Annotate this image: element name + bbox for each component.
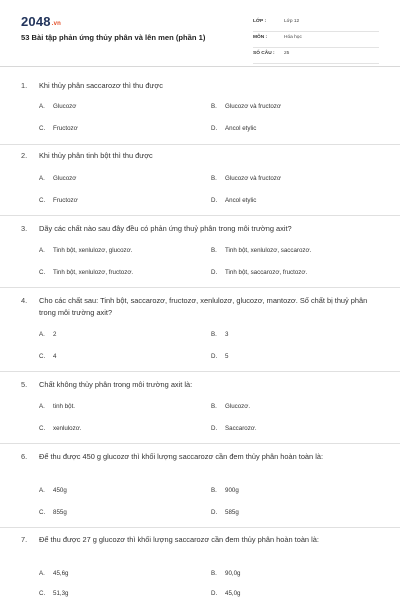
option-text: Ancol etylic [225, 197, 257, 204]
question-text: Để thu được 27 g glucozơ thì khối lượng saccarozơ cần đem thủy phân hoàn toàn là: [39, 535, 319, 544]
question-divider [0, 215, 400, 216]
answer-option[interactable] [211, 247, 311, 254]
question-number: 2. [21, 151, 28, 160]
option-letter: B. [211, 247, 217, 254]
option-text: 900g [225, 487, 239, 494]
question-text: Chất không thủy phân trong môi trường axit là: [39, 380, 193, 389]
option-text: 45,6g [53, 570, 69, 577]
answer-option[interactable] [39, 403, 75, 410]
option-text: Saccarozơ. [225, 425, 257, 432]
answer-option[interactable] [39, 197, 78, 204]
answer-option[interactable] [39, 331, 56, 338]
question-number: 7. [21, 535, 28, 544]
answer-option[interactable] [39, 125, 78, 132]
question-text: Khi thủy phân tinh bột thì thu được [39, 151, 153, 160]
meta-label: LỚP : [253, 19, 267, 24]
option-text: 4 [53, 353, 57, 360]
option-letter: D. [211, 353, 218, 360]
answer-option[interactable] [211, 353, 228, 360]
option-text: 5 [225, 353, 229, 360]
logo-suffix-text: .vn [51, 21, 62, 27]
option-text: Glucozơ [53, 175, 77, 182]
answer-option[interactable] [211, 509, 239, 516]
meta-row-question-count [253, 48, 379, 64]
answer-option[interactable] [211, 570, 240, 577]
option-text: Tinh bột, xenlulozơ, glucozơ. [53, 247, 133, 254]
option-letter: C. [39, 269, 46, 276]
answer-option[interactable] [39, 247, 132, 254]
answer-option[interactable] [39, 425, 81, 432]
option-letter: A. [39, 331, 45, 338]
option-letter: B. [211, 331, 217, 338]
meta-row-subject [253, 32, 379, 48]
answer-option[interactable] [211, 175, 281, 182]
option-letter: A. [39, 103, 45, 110]
option-letter: D. [211, 509, 218, 516]
question-number: 5. [21, 380, 28, 389]
option-letter: C. [39, 197, 46, 204]
question-divider [0, 287, 400, 288]
question-number: 6. [21, 452, 28, 461]
answer-option[interactable] [211, 487, 239, 494]
question-divider [0, 371, 400, 372]
answer-option[interactable] [39, 570, 68, 577]
answer-option[interactable] [39, 175, 76, 182]
answer-option[interactable] [39, 353, 56, 360]
option-letter: D. [211, 125, 218, 132]
answer-option[interactable] [211, 125, 256, 132]
answer-option[interactable] [39, 269, 133, 276]
option-letter: B. [211, 570, 217, 577]
meta-value: 25 [284, 51, 290, 56]
option-text: 90,0g [225, 570, 241, 577]
question-text: Để thu được 450 g glucozơ thì khối lượng saccarozơ cần đem thủy phân hoàn toàn là: [39, 452, 324, 461]
answer-option[interactable] [39, 103, 76, 110]
option-text: Ancol etylic [225, 125, 257, 132]
option-letter: D. [211, 197, 218, 204]
meta-value: Lớp 12 [284, 19, 300, 24]
logo-main-text: 2048 [21, 14, 51, 29]
option-letter: B. [211, 487, 217, 494]
option-text: Glucozơ và fructozơ [225, 175, 281, 182]
option-text: Glucozơ. [225, 403, 251, 410]
option-text: 450g [53, 487, 67, 494]
option-letter: D. [211, 425, 218, 432]
site-logo[interactable] [21, 14, 61, 29]
question-divider [0, 144, 400, 145]
question-number: 4. [21, 296, 28, 305]
option-text: 585g [225, 509, 239, 516]
meta-info [253, 16, 379, 64]
option-text: 855g [53, 509, 67, 516]
option-letter: A. [39, 175, 45, 182]
option-text: 45,0g [225, 590, 241, 597]
option-letter: A. [39, 403, 45, 410]
option-letter: A. [39, 247, 45, 254]
answer-option[interactable] [39, 509, 67, 516]
answer-option[interactable] [211, 269, 307, 276]
answer-option[interactable] [211, 331, 228, 338]
question-text: Dãy các chất nào sau đây đều có phản ứng thuỷ phân trong môi trường axit? [39, 224, 292, 233]
option-text: 51,3g [53, 590, 69, 597]
option-text: Fructozơ [53, 197, 78, 204]
meta-row-class [253, 16, 379, 32]
option-text: Glucozơ và fructozơ [225, 103, 281, 110]
option-letter: C. [39, 509, 46, 516]
option-text: 3 [225, 331, 229, 338]
option-text: Tinh bột, xenlulozơ, fructozơ. [53, 269, 134, 276]
meta-value: Hóa học [284, 35, 302, 40]
meta-label: MÔN : [253, 35, 268, 40]
option-text: Fructozơ [53, 125, 78, 132]
answer-option[interactable] [211, 103, 281, 110]
option-letter: B. [211, 403, 217, 410]
option-text: Tinh bột, xenlulozơ, saccarozơ. [225, 247, 312, 254]
answer-option[interactable] [211, 403, 250, 410]
option-letter: C. [39, 125, 46, 132]
option-text: Glucozơ [53, 103, 77, 110]
option-letter: A. [39, 570, 45, 577]
meta-label: SỐ CÂU : [253, 51, 275, 56]
answer-option[interactable] [39, 590, 68, 597]
document-header [0, 0, 400, 67]
answer-option[interactable] [211, 425, 257, 432]
option-text: tinh bột. [53, 403, 76, 410]
option-letter: C. [39, 425, 46, 432]
answer-option[interactable] [211, 197, 256, 204]
answer-option[interactable] [211, 590, 240, 597]
question-divider [0, 443, 400, 444]
question-text: Cho các chất sau: Tinh bột, saccarozơ, fructozơ, xenlulozơ, glucozơ, mantozơ. Số chất bị thuỷ phân trong môi trường axit? [39, 296, 368, 317]
question-number: 3. [21, 224, 28, 233]
option-text: 2 [53, 331, 57, 338]
option-letter: B. [211, 175, 217, 182]
question-divider [0, 527, 400, 528]
option-text: Tinh bột, saccarozơ, fructozơ. [225, 269, 308, 276]
question-number: 1. [21, 81, 28, 90]
question-text: Khi thủy phân saccarozơ thì thu được [39, 81, 163, 90]
answer-option[interactable] [39, 487, 67, 494]
page-title: 53 Bài tập phản ứng thủy phân và lên men (phần 1) [21, 33, 206, 42]
option-letter: C. [39, 353, 46, 360]
option-letter: D. [211, 590, 218, 597]
option-text: xenlulozơ. [53, 425, 82, 432]
option-letter: A. [39, 487, 45, 494]
option-letter: C. [39, 590, 46, 597]
option-letter: B. [211, 103, 217, 110]
option-letter: D. [211, 269, 218, 276]
